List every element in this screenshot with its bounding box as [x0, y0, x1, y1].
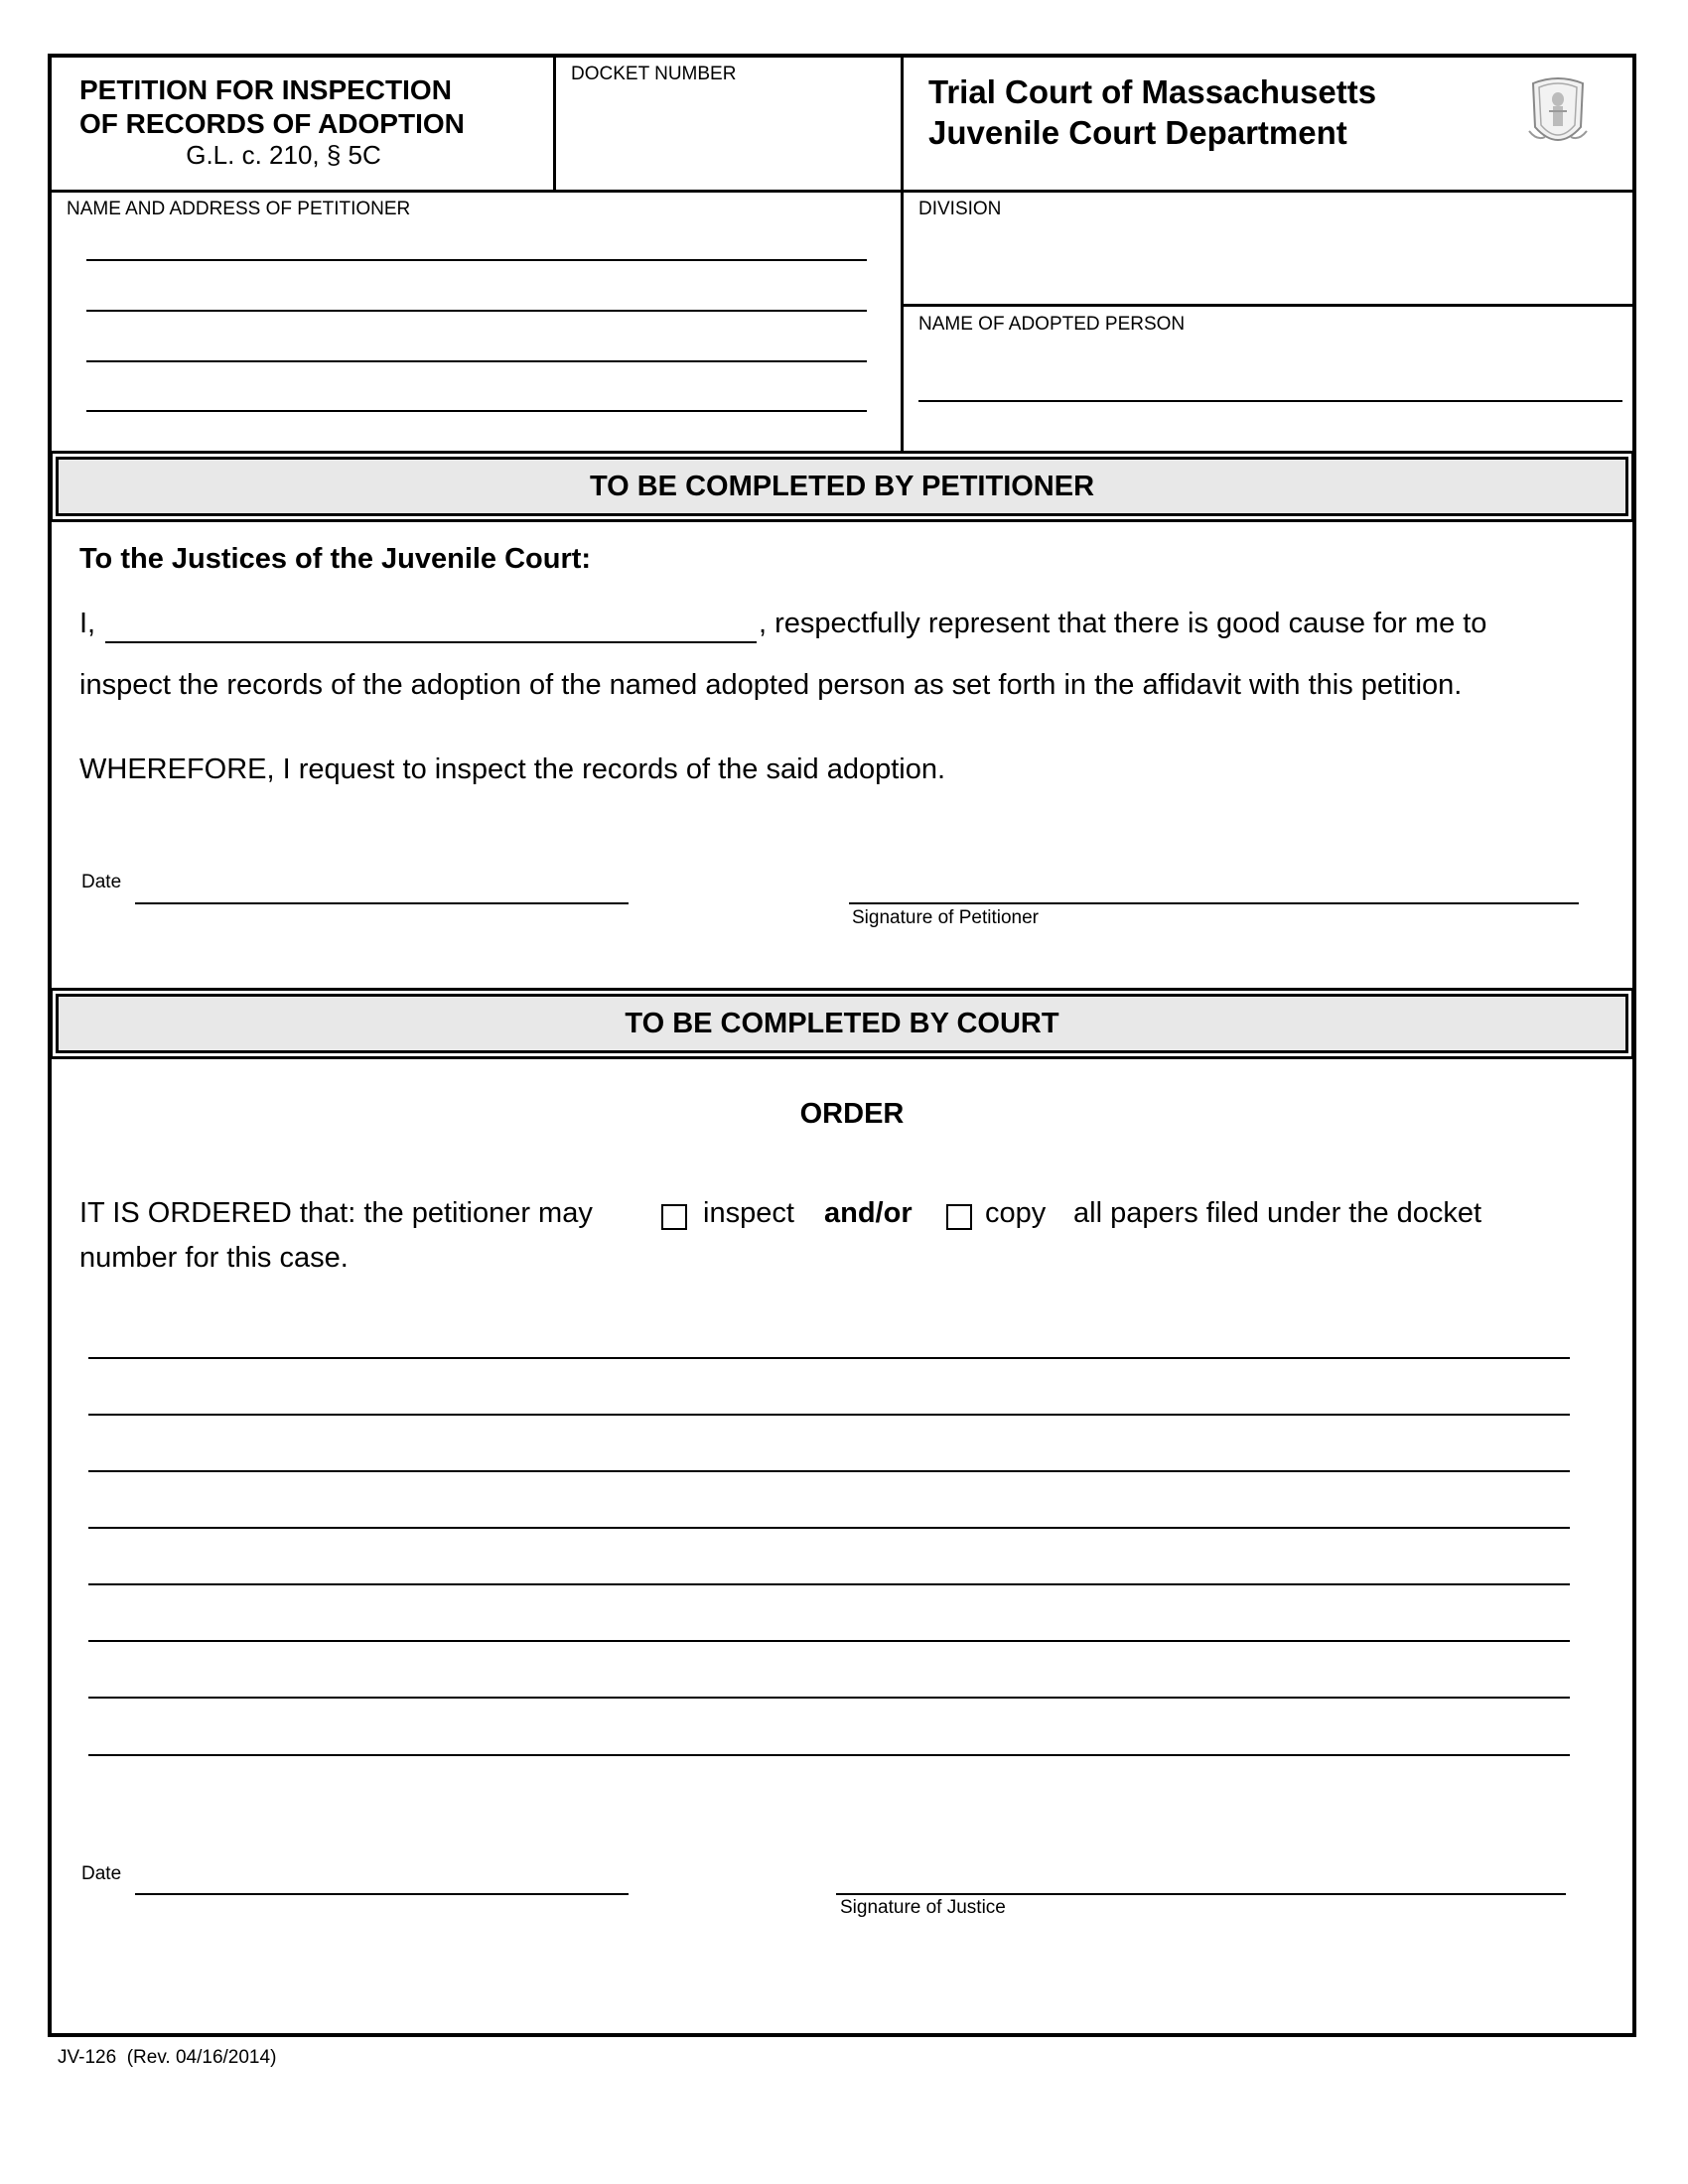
title-docket-divider	[553, 56, 556, 191]
order-text-line-1[interactable]	[88, 1357, 1570, 1359]
copy-checkbox[interactable]	[946, 1204, 972, 1230]
petition-line-2: inspect the records of the adoption of the named adopted person as set forth in the affidavit with this petition.	[79, 669, 1463, 701]
docket-number-field[interactable]	[558, 93, 896, 185]
court-name	[928, 71, 1376, 153]
division-divider	[902, 304, 1634, 307]
statute-citation: G.L. c. 210, § 5C	[186, 140, 381, 170]
petition-line-prefix: I,	[79, 608, 96, 639]
form-title-line1: PETITION FOR INSPECTION	[79, 74, 452, 105]
order-text-line-6[interactable]	[88, 1640, 1570, 1642]
court-date-line[interactable]	[135, 1893, 629, 1895]
order-suffix: all papers filed under the docket	[1073, 1197, 1482, 1229]
header-divider	[50, 190, 1634, 193]
copy-label: copy	[985, 1197, 1047, 1229]
petitioner-date-line[interactable]	[135, 902, 629, 904]
petitioner-section-banner: TO BE COMPLETED BY PETITIONER	[56, 457, 1628, 516]
petitioner-address-line-4[interactable]	[86, 410, 867, 412]
justice-signature-line[interactable]	[836, 1893, 1566, 1895]
docket-number-label: DOCKET NUMBER	[571, 64, 737, 84]
order-text-line-8[interactable]	[88, 1754, 1570, 1756]
court-section-banner: TO BE COMPLETED BY COURT	[56, 994, 1628, 1053]
order-text-line-5[interactable]	[88, 1583, 1570, 1585]
court-name-line1: Trial Court of Massachusetts	[928, 73, 1377, 110]
order-line-1	[79, 1197, 593, 1230]
order-text-line-2[interactable]	[88, 1414, 1570, 1416]
division-field[interactable]	[906, 228, 1630, 298]
justice-signature-label: Signature of Justice	[840, 1897, 1006, 1918]
andor-label: and/or	[824, 1197, 913, 1229]
massachusetts-seal-icon	[1525, 71, 1591, 155]
order-text-line-4[interactable]	[88, 1527, 1570, 1529]
petitioner-date-label: Date	[81, 872, 122, 892]
form-title-line2: OF RECORDS OF ADOPTION	[79, 108, 465, 139]
order-heading: ORDER	[799, 1098, 905, 1130]
adopted-person-line[interactable]	[918, 400, 1622, 402]
petitioner-signature-line[interactable]	[849, 902, 1579, 904]
docket-court-divider	[901, 56, 904, 453]
petitioner-address-line-3[interactable]	[86, 360, 867, 362]
order-text-line-3[interactable]	[88, 1470, 1570, 1472]
inspect-checkbox[interactable]	[661, 1204, 687, 1230]
petitioner-name-line[interactable]	[105, 641, 757, 643]
order-prefix: IT IS ORDERED that: the petitioner may	[79, 1197, 593, 1229]
petitioner-name-address-label: NAME AND ADDRESS OF PETITIONER	[67, 199, 411, 219]
court-name-line2: Juvenile Court Department	[928, 114, 1347, 151]
petitioner-address-line-2[interactable]	[86, 310, 867, 312]
form-identifier: JV-126 (Rev. 04/16/2014)	[58, 2047, 277, 2068]
order-line-2: number for this case.	[79, 1242, 349, 1274]
court-date-label: Date	[81, 1863, 122, 1884]
division-label: DIVISION	[918, 199, 1002, 219]
petitioner-address-line-1[interactable]	[86, 259, 867, 261]
wherefore-statement: WHEREFORE, I request to inspect the records of the said adoption.	[79, 753, 946, 785]
adopted-person-label: NAME OF ADOPTED PERSON	[918, 314, 1186, 335]
form-title	[79, 73, 465, 141]
order-text-line-7[interactable]	[88, 1697, 1570, 1699]
petitioner-signature-label: Signature of Petitioner	[852, 907, 1040, 928]
petition-line-suffix: , respectfully represent that there is good cause for me to	[759, 608, 1487, 639]
inspect-label: inspect	[703, 1197, 794, 1229]
salutation: To the Justices of the Juvenile Court:	[79, 543, 592, 575]
